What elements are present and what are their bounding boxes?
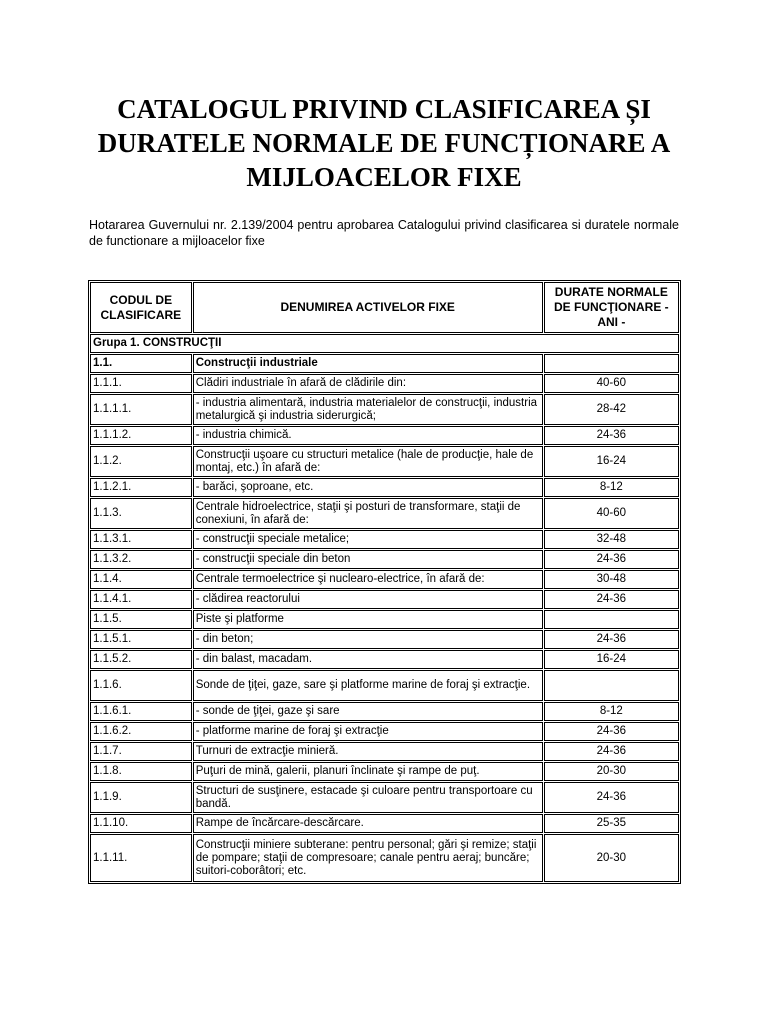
table-row bbox=[90, 498, 679, 529]
row-duration: 40-60 bbox=[544, 498, 679, 529]
row-name: Construcţii uşoare cu structuri metalice (hale de producţie, hale de montaj, etc.) în afară de: bbox=[193, 446, 543, 477]
row-duration: 8-12 bbox=[544, 478, 679, 497]
table-row bbox=[90, 702, 679, 721]
row-name: - sonde de ţiţei, gaze şi sare bbox=[193, 702, 543, 721]
row-name: Construcţii miniere subterane: pentru personal; gări şi remize; staţii de pompare; staţii de compresoare; canale pentru aeraj; buncăre; suitori-coborâtori; etc. bbox=[193, 834, 543, 882]
table-row bbox=[90, 590, 679, 609]
row-duration: 16-24 bbox=[544, 650, 679, 669]
row-name: Turnuri de extracţie minieră. bbox=[193, 742, 543, 761]
row-code: 1.1.5. bbox=[90, 610, 192, 629]
row-name: Puţuri de mină, galerii, planuri înclinate şi rampe de puţ. bbox=[193, 762, 543, 781]
row-code: 1.1.4.1. bbox=[90, 590, 192, 609]
row-duration: 24-36 bbox=[544, 630, 679, 649]
table-row bbox=[90, 670, 679, 701]
row-duration: 20-30 bbox=[544, 762, 679, 781]
row-name: Centrale termoelectrice şi nuclearo-electrice, în afară de: bbox=[193, 570, 543, 589]
row-name: - barăci, şoproane, etc. bbox=[193, 478, 543, 497]
row-code: 1.1.1. bbox=[90, 374, 192, 393]
table-row bbox=[90, 550, 679, 569]
table-header-row bbox=[90, 282, 679, 333]
row-duration: 8-12 bbox=[544, 702, 679, 721]
header-name: DENUMIREA ACTIVELOR FIXE bbox=[193, 282, 543, 333]
row-duration: 40-60 bbox=[544, 374, 679, 393]
table-row bbox=[90, 610, 679, 629]
group-row bbox=[90, 334, 679, 353]
row-code: 1.1.1.2. bbox=[90, 426, 192, 445]
row-code: 1.1.8. bbox=[90, 762, 192, 781]
row-code: 1.1. bbox=[90, 354, 192, 373]
row-name: Clădiri industriale în afară de clădirile din: bbox=[193, 374, 543, 393]
table-row bbox=[90, 394, 679, 425]
row-name: - industria chimică. bbox=[193, 426, 543, 445]
row-code: 1.1.5.1. bbox=[90, 630, 192, 649]
row-code: 1.1.4. bbox=[90, 570, 192, 589]
row-duration bbox=[544, 610, 679, 629]
row-code: 1.1.3. bbox=[90, 498, 192, 529]
row-duration: 25-35 bbox=[544, 814, 679, 833]
row-code: 1.1.7. bbox=[90, 742, 192, 761]
row-duration: 20-30 bbox=[544, 834, 679, 882]
table-row bbox=[90, 446, 679, 477]
classification-table bbox=[88, 280, 681, 884]
row-name: - clădirea reactorului bbox=[193, 590, 543, 609]
table-row bbox=[90, 478, 679, 497]
row-duration: 24-36 bbox=[544, 742, 679, 761]
row-duration: 32-48 bbox=[544, 530, 679, 549]
table-row bbox=[90, 354, 679, 373]
table-row bbox=[90, 426, 679, 445]
row-name: - din beton; bbox=[193, 630, 543, 649]
row-name: Sonde de ţiţei, gaze, sare şi platforme marine de foraj şi extracţie. bbox=[193, 670, 543, 701]
table-row bbox=[90, 834, 679, 882]
row-duration: 24-36 bbox=[544, 550, 679, 569]
table-row bbox=[90, 630, 679, 649]
table-row bbox=[90, 530, 679, 549]
row-name: Structuri de susţinere, estacade şi culoare pentru transportoare cu bandă. bbox=[193, 782, 543, 813]
row-duration bbox=[544, 670, 679, 701]
row-code: 1.1.6.2. bbox=[90, 722, 192, 741]
group-label: Grupa 1. CONSTRUCŢII bbox=[90, 334, 679, 353]
row-duration: 28-42 bbox=[544, 394, 679, 425]
classification-table-wrapper bbox=[88, 280, 681, 884]
row-duration: 24-36 bbox=[544, 426, 679, 445]
row-name: - din balast, macadam. bbox=[193, 650, 543, 669]
row-duration: 16-24 bbox=[544, 446, 679, 477]
table-row bbox=[90, 650, 679, 669]
row-code: 1.1.6. bbox=[90, 670, 192, 701]
table-row bbox=[90, 742, 679, 761]
row-name: - industria alimentară, industria materialelor de construcţii, industria metalurgică şi industria siderurgică; bbox=[193, 394, 543, 425]
table-row bbox=[90, 570, 679, 589]
table-row bbox=[90, 782, 679, 813]
row-name: Rampe de încărcare-descărcare. bbox=[193, 814, 543, 833]
page-title: CATALOGUL PRIVIND CLASIFICAREA ȘI DURATELE NORMALE DE FUNCȚIONARE A MIJLOACELOR FIXE bbox=[97, 94, 671, 192]
document-subtitle: Hotararea Guvernului nr. 2.139/2004 pentru aprobarea Catalogului privind clasificarea si duratele normale de functionare a mijloacelor fixe bbox=[89, 218, 679, 248]
row-duration bbox=[544, 354, 679, 373]
row-name: Centrale hidroelectrice, staţii şi posturi de transformare, staţii de conexiuni, în afară de: bbox=[193, 498, 543, 529]
row-code: 1.1.9. bbox=[90, 782, 192, 813]
table-row bbox=[90, 762, 679, 781]
row-code: 1.1.11. bbox=[90, 834, 192, 882]
row-duration: 24-36 bbox=[544, 782, 679, 813]
table-row bbox=[90, 374, 679, 393]
header-duration: DURATE NORMALE DE FUNCŢIONARE - ANI - bbox=[544, 282, 679, 333]
table-row bbox=[90, 722, 679, 741]
header-code: CODUL DE CLASIFICARE bbox=[90, 282, 192, 333]
row-duration: 24-36 bbox=[544, 590, 679, 609]
table-row bbox=[90, 814, 679, 833]
row-code: 1.1.1.1. bbox=[90, 394, 192, 425]
row-code: 1.1.2. bbox=[90, 446, 192, 477]
row-name: - construcţii speciale din beton bbox=[193, 550, 543, 569]
row-duration: 30-48 bbox=[544, 570, 679, 589]
row-code: 1.1.2.1. bbox=[90, 478, 192, 497]
row-code: 1.1.3.2. bbox=[90, 550, 192, 569]
row-duration: 24-36 bbox=[544, 722, 679, 741]
row-code: 1.1.3.1. bbox=[90, 530, 192, 549]
row-name: - construcţii speciale metalice; bbox=[193, 530, 543, 549]
row-name: Piste şi platforme bbox=[193, 610, 543, 629]
row-code: 1.1.10. bbox=[90, 814, 192, 833]
row-name: Construcţii industriale bbox=[193, 354, 543, 373]
row-code: 1.1.5.2. bbox=[90, 650, 192, 669]
row-code: 1.1.6.1. bbox=[90, 702, 192, 721]
row-name: - platforme marine de foraj şi extracţie bbox=[193, 722, 543, 741]
